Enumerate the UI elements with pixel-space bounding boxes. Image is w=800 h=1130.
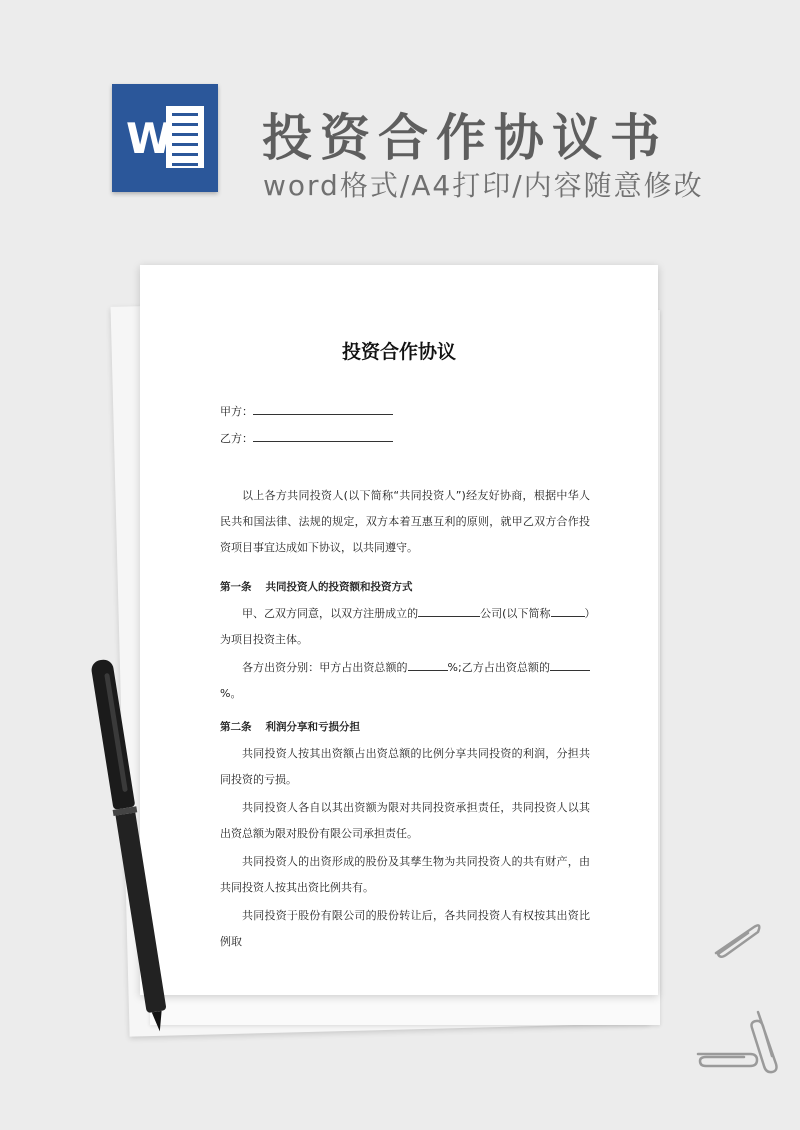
party-b-line <box>220 430 393 446</box>
clause-1-p2-text-a: 各方出资分别：甲方占出资总额的 <box>242 661 408 674</box>
party-b-label: 乙方： <box>220 432 253 445</box>
party-a-share-blank[interactable] <box>408 660 448 671</box>
party-b-share-blank[interactable] <box>550 660 590 671</box>
intro-paragraph: 以上各方共同投资人(以下简称“共同投资人”)经友好协商，根据中华人民共和国法律、法规的规定，双方本着互惠互利的原则，就甲乙双方合作投资项目事宜达成如下协议，以共同遵守。 <box>220 489 590 554</box>
party-a-blank[interactable] <box>253 404 393 415</box>
page-subtitle: word格式/A4打印/内容随意修改 <box>263 169 704 202</box>
paperclip-icon <box>708 915 768 965</box>
clause-1-title: 共同投资人的投资额和投资方式 <box>265 581 413 593</box>
clause-1-p2-text-c: %。 <box>220 687 242 700</box>
clause-1-p1-text-c: ）为项目投资主体。 <box>220 607 591 646</box>
clause-1-number: 第一条 <box>220 581 252 593</box>
clause-1-p1-text-a: 甲、乙双方同意，以双方注册成立的 <box>242 607 419 620</box>
clause-2-title: 利润分享和亏损分担 <box>265 721 360 733</box>
clause-1-p1-text-b: 公司(以下简称 <box>480 607 551 620</box>
clause-2-paragraph-4: 共同投资于股份有限公司的股份转让后，各共同投资人有权按其出资比例取 <box>220 909 590 948</box>
clause-2-paragraph-1: 共同投资人按其出资额占出资总额的比例分享共同投资的利润，分担共同投资的亏损。 <box>220 747 590 786</box>
party-b-blank[interactable] <box>253 431 393 442</box>
document-title: 投资合作协议 <box>341 341 456 363</box>
word-logo-icon <box>112 84 218 192</box>
paperclip-icon <box>748 1008 784 1074</box>
company-name-blank[interactable] <box>418 606 480 617</box>
clause-2-number: 第二条 <box>220 721 252 733</box>
page-title: 投资合作协议书 <box>262 109 668 167</box>
clause-2-paragraph-2: 共同投资人各自以其出资额为限对共同投资承担责任，共同投资人以其出资总额为限对股份有限公司承担责任。 <box>220 801 590 840</box>
header <box>0 0 800 240</box>
company-abbr-blank[interactable] <box>551 606 585 617</box>
clause-1-paragraph-1 <box>220 601 590 653</box>
clause-1-paragraph-2 <box>220 655 590 707</box>
clause-1-p2-text-b: %;乙方占出资总额的 <box>447 661 550 674</box>
clause-2-paragraph-3: 共同投资人的出资形成的股份及其孳生物为共同投资人的共有财产，由共同投资人按其出资比例共有。 <box>220 855 590 894</box>
clause-2-heading <box>220 719 374 734</box>
party-a-label: 甲方： <box>220 405 253 418</box>
party-a-line <box>220 403 393 419</box>
document-page <box>140 265 658 995</box>
word-logo-letter: W <box>126 114 173 163</box>
clause-1-heading <box>220 579 427 594</box>
